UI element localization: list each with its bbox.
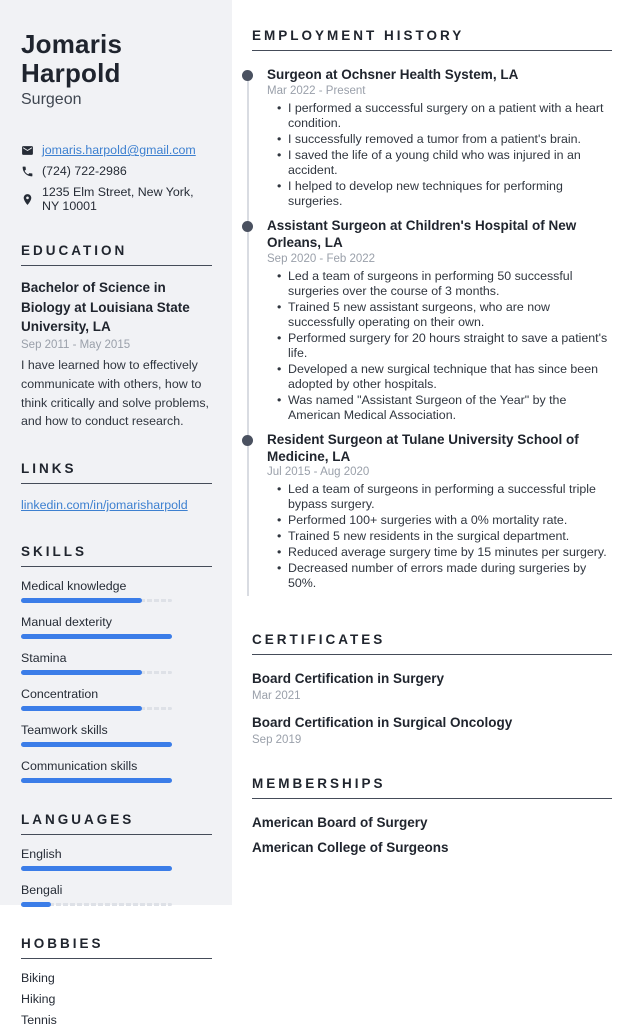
skill-item-bar-fill <box>21 742 172 747</box>
email-icon <box>21 144 34 157</box>
skills-section <box>21 544 212 782</box>
skill-item-label: Communication skills <box>21 759 138 774</box>
job-bullet-list <box>267 269 612 423</box>
language-item <box>21 883 212 906</box>
timeline-dot <box>242 221 253 232</box>
education-heading: EDUCATION <box>21 243 212 266</box>
skill-item-bar-track <box>21 671 172 674</box>
skill-item-bar-fill <box>21 778 172 783</box>
job-title: Surgeon at Ochsner Health System, LA <box>267 67 519 82</box>
job-entry <box>242 432 612 592</box>
job-entry <box>242 218 612 423</box>
skill-item-label: Concentration <box>21 687 99 702</box>
job-dates: Sep 2020 - Feb 2022 <box>267 252 376 265</box>
education-dates: Sep 2011 - May 2015 <box>21 338 131 351</box>
language-item-bar-track <box>21 903 172 906</box>
degree-title: Bachelor of Science in Biology at Louisiana State University, LA <box>21 280 190 335</box>
sidebar <box>0 0 232 1027</box>
person-name: Jomaris Harpold <box>21 29 123 88</box>
membership-entry: American College of Surgeons <box>252 840 449 856</box>
certificate-entry <box>252 715 612 746</box>
memberships-list <box>252 815 612 855</box>
membership-entry: American Board of Surgery <box>252 815 428 831</box>
links-list <box>21 496 212 514</box>
job-bullet: • Was named "Assistant Surgeon of the Year" by the American Medical Association. <box>267 393 612 423</box>
location-pin-icon <box>21 193 34 206</box>
certificates-list <box>252 671 612 746</box>
employment-section <box>242 28 612 602</box>
language-item <box>21 847 212 870</box>
memberships-heading: MEMBERSHIPS <box>252 776 612 799</box>
language-item-bar-track <box>21 867 172 870</box>
skill-item-bar-fill <box>21 670 142 675</box>
hobbies-list <box>21 971 212 1027</box>
skill-item-label: Teamwork skills <box>21 723 108 738</box>
skill-item <box>21 687 212 710</box>
certificate-title: Board Certification in Surgery <box>252 671 445 687</box>
employment-heading: EMPLOYMENT HISTORY <box>252 28 612 51</box>
job-bullet: • I saved the life of a young child who was injured in an accident. <box>267 148 612 178</box>
job-bullet: • Led a team of surgeons in performing 50 successful surgeries over the course of 3 months. <box>267 269 612 299</box>
links-heading: LINKS <box>21 461 212 484</box>
skill-item <box>21 651 212 674</box>
language-item-label: English <box>21 847 62 862</box>
timeline-dot <box>242 70 253 81</box>
hobby-item: Hiking <box>21 992 56 1007</box>
phone-icon <box>21 165 34 178</box>
skill-item-bar-track <box>21 635 172 638</box>
certificate-entry <box>252 671 612 702</box>
skill-item-bar-track <box>21 743 172 746</box>
address-text: 1235 Elm Street, New York, NY 10001 <box>42 185 194 214</box>
job-bullet: • I successfully removed a tumor from a patient's brain. <box>267 132 612 147</box>
skill-item-bar-fill <box>21 598 142 603</box>
skill-item-bar-track <box>21 707 172 710</box>
education-section <box>21 243 212 431</box>
sidebar-link[interactable]: linkedin.com/in/jomarisharpold <box>21 498 188 513</box>
skill-item-bar-track <box>21 599 172 602</box>
job-bullet-list <box>267 482 612 591</box>
job-bullet: • I helped to develop new techniques for performing surgeries. <box>267 179 612 209</box>
main-column <box>242 28 612 865</box>
job-bullet: • Trained 5 new residents in the surgical department. <box>267 529 612 544</box>
skill-item <box>21 579 212 602</box>
job-bullet: • Reduced average surgery time by 15 minutes per surgery. <box>267 545 612 560</box>
email-link[interactable]: jomaris.harpold@gmail.com <box>42 143 196 158</box>
skill-item-bar-track <box>21 779 172 782</box>
language-item-bar-fill <box>21 902 51 907</box>
contact-list <box>21 143 212 213</box>
job-bullet: • I performed a successful surgery on a patient with a heart condition. <box>267 101 612 131</box>
languages-section <box>21 812 212 906</box>
hobby-item: Tennis <box>21 1013 57 1027</box>
skill-item <box>21 723 212 746</box>
job-bullet: • Performed surgery for 20 hours straight to save a patient's life. <box>267 331 612 361</box>
job-bullet: • Decreased number of errors made during surgeries by 50%. <box>267 561 612 591</box>
languages-heading: LANGUAGES <box>21 812 212 835</box>
contact-phone-row <box>21 164 212 178</box>
certificate-title: Board Certification in Surgical Oncology <box>252 715 513 731</box>
certificate-date: Mar 2021 <box>252 690 301 703</box>
hobbies-heading: HOBBIES <box>21 936 212 959</box>
phone-number: (724) 722-2986 <box>42 164 127 179</box>
skill-item-label: Stamina <box>21 651 67 666</box>
skills-list <box>21 579 212 782</box>
job-dates: Mar 2022 - Present <box>267 84 366 97</box>
job-title: Resident Surgeon at Tulane University School of Medicine, LA <box>267 431 579 464</box>
skill-item-label: Manual dexterity <box>21 615 112 630</box>
job-bullet: • Performed 100+ surgeries with a 0% mortality rate. <box>267 513 612 528</box>
certificates-section <box>242 632 612 746</box>
education-description: I have learned how to effectively communicate with others, how to think critically and solve problems, and how to conduct research. <box>21 357 210 429</box>
certificates-heading: CERTIFICATES <box>252 632 612 655</box>
memberships-section <box>242 776 612 855</box>
links-section <box>21 461 212 514</box>
person-job-title: Surgeon <box>21 91 82 109</box>
job-dates: Jul 2015 - Aug 2020 <box>267 466 370 479</box>
skill-item <box>21 615 212 638</box>
language-item-label: Bengali <box>21 883 63 898</box>
employment-timeline <box>242 67 612 602</box>
job-bullet: • Led a team of surgeons in performing a successful triple bypass surgery. <box>267 482 612 512</box>
skill-item-bar-fill <box>21 634 172 639</box>
skills-heading: SKILLS <box>21 544 212 567</box>
contact-email-row <box>21 143 212 157</box>
job-bullet: • Trained 5 new assistant surgeons, who are now successfully operating on their own. <box>267 300 612 330</box>
timeline-dot <box>242 435 253 446</box>
hobby-item: Biking <box>21 971 55 986</box>
hobbies-section <box>21 936 212 1027</box>
skill-item <box>21 759 212 782</box>
skill-item-label: Medical knowledge <box>21 579 127 594</box>
job-bullet-list <box>267 101 612 209</box>
skill-item-bar-fill <box>21 706 142 711</box>
languages-list <box>21 847 212 906</box>
job-entry <box>242 67 612 209</box>
job-bullet: • Developed a new surgical technique that has since been adopted by other hospitals. <box>267 362 612 392</box>
job-title: Assistant Surgeon at Children's Hospital of New Orleans, LA <box>267 217 577 250</box>
certificate-date: Sep 2019 <box>252 734 302 747</box>
contact-address-row <box>21 185 212 213</box>
language-item-bar-fill <box>21 866 172 871</box>
